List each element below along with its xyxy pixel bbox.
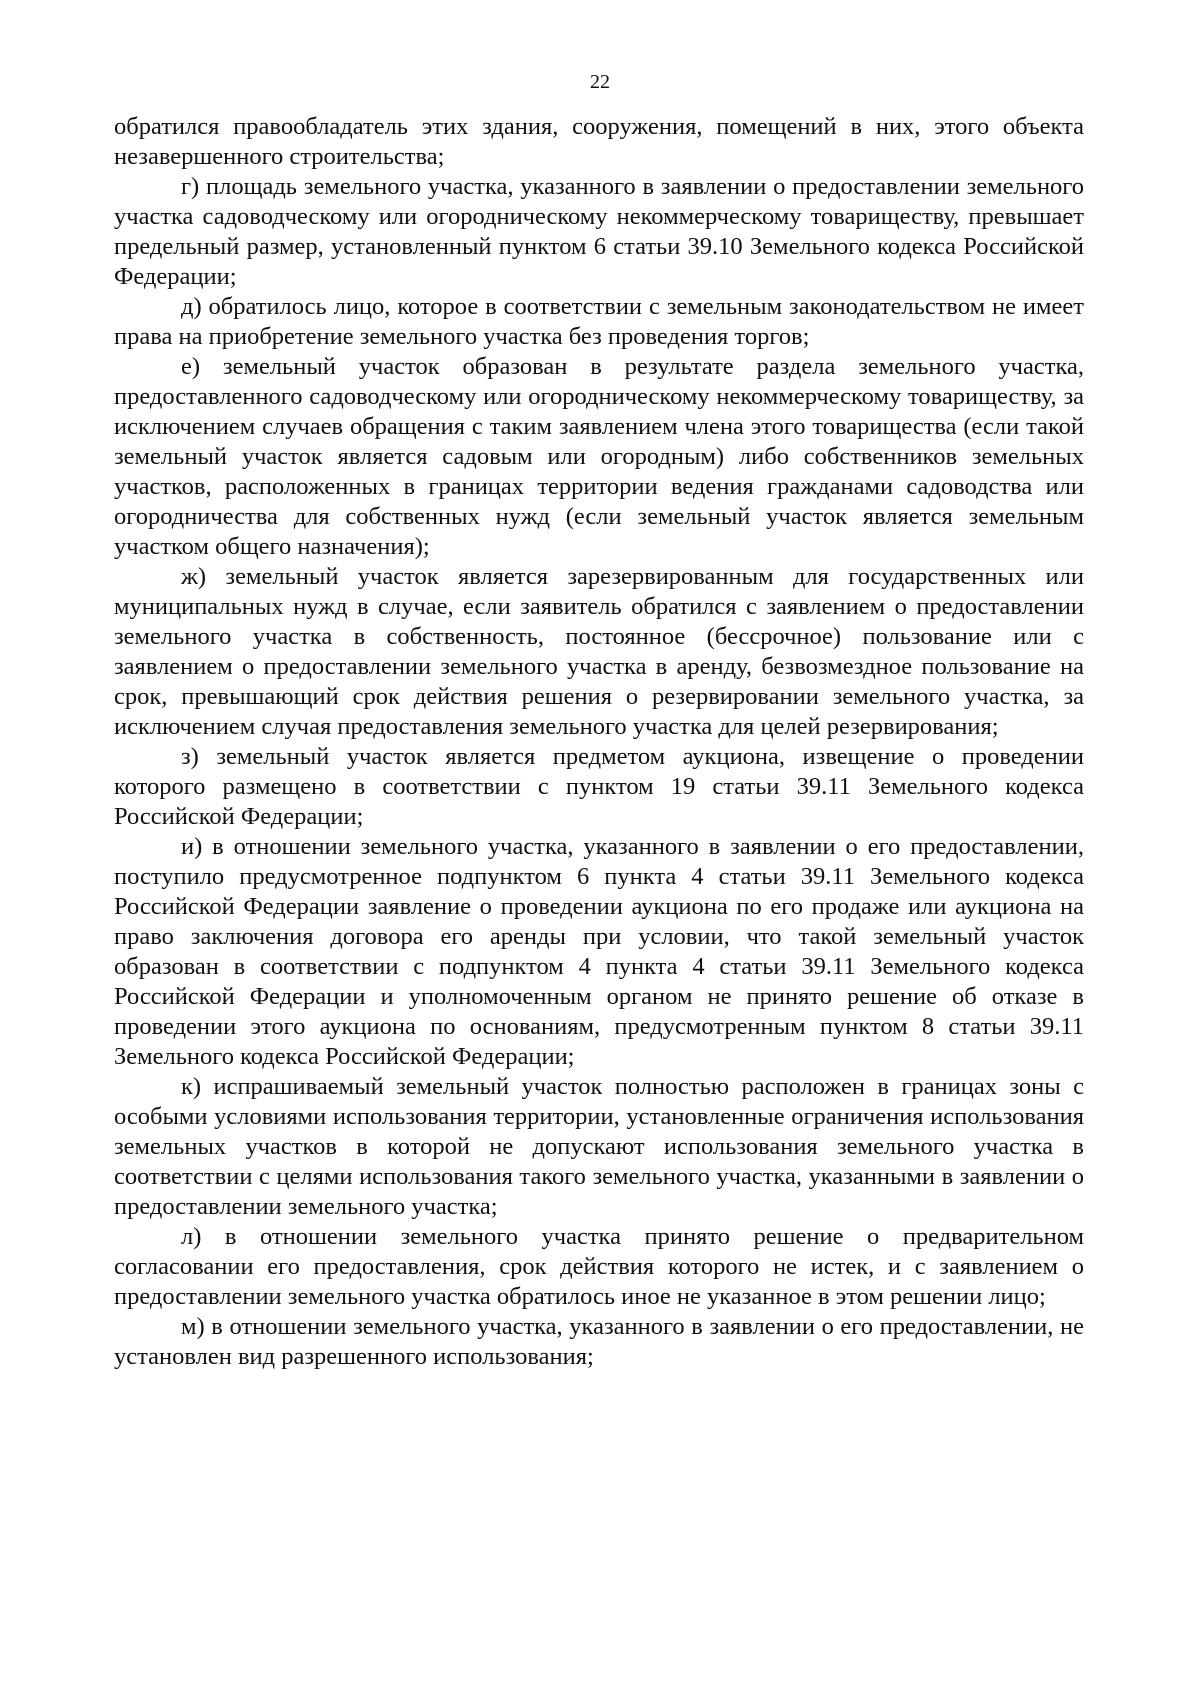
paragraph-item-zh: ж) земельный участок является зарезервированным для государственных или муниципальных нужд в случае, если заявитель обратился с заявлением о предоставлении земельного участка в собственность, постоянное (бессрочное) пользование или с заявлением о предоставлении земельного участка в аренду, безвозмездное пользование на срок, превышающий срок действия решения о резервировании земельного участка, за исключением случая предоставления земельного участка для целей резервирования;: [114, 563, 1084, 740]
document-body: [114, 112, 1084, 1372]
paragraph-item-z: з) земельный участок является предметом аукциона, извещение о проведении которого размещено в соответствии с пунктом 19 статьи 39.11 Земельного кодекса Российской Федерации;: [114, 743, 1084, 830]
paragraph-continuation: обратился правообладатель этих здания, сооружения, помещений в них, этого объекта незавершенного строительства;: [114, 113, 1084, 170]
paragraph-item-k: к) испрашиваемый земельный участок полностью расположен в границах зоны с особыми условиями использования территории, установленные ограничения использования земельных участков в которой не допускают использования земельного участка в соответствии с целями использования такого земельного участка, указанными в заявлении о предоставлении земельного участка;: [114, 1073, 1084, 1220]
paragraph-item-i: и) в отношении земельного участка, указанного в заявлении о его предоставлении, поступило предусмотренное подпунктом 6 пункта 4 статьи 39.11 Земельного кодекса Российской Федерации заявление о проведении аукциона по его продаже или аукциона на право заключения договора его аренды при условии, что такой земельный участок образован в соответствии с подпунктом 4 пункта 4 статьи 39.11 Земельного кодекса Российской Федерации и уполномоченным органом не принято решение об отказе в проведении этого аукциона по основаниям, предусмотренным пунктом 8 статьи 39.11 Земельного кодекса Российской Федерации;: [114, 833, 1084, 1070]
paragraph-item-d: д) обратилось лицо, которое в соответствии с земельным законодательством не имеет права на приобретение земельного участка без проведения торгов;: [114, 293, 1084, 350]
page-number: 22: [590, 71, 610, 93]
paragraph-item-g: г) площадь земельного участка, указанного в заявлении о предоставлении земельного участка садоводческому или огородническому некоммерческому товариществу, превышает предельный размер, установленный пунктом 6 статьи 39.10 Земельного кодекса Российской Федерации;: [114, 173, 1084, 290]
paragraph-item-l: л) в отношении земельного участка принято решение о предварительном согласовании его предоставления, срок действия которого не истек, и с заявлением о предоставлении земельного участка обратилось иное не указанное в этом решении лицо;: [114, 1223, 1084, 1310]
paragraph-item-e: е) земельный участок образован в результате раздела земельного участка, предоставленного садоводческому или огородническому некоммерческому товариществу, за исключением случаев обращения с таким заявлением члена этого товарищества (если такой земельный участок является садовым или огородным) либо собственников земельных участков, расположенных в границах территории ведения гражданами садоводства или огородничества для собственных нужд (если земельный участок является земельным участком общего назначения);: [114, 353, 1084, 560]
paragraph-item-m: м) в отношении земельного участка, указанного в заявлении о его предоставлении, не установлен вид разрешенного использования;: [114, 1313, 1084, 1370]
